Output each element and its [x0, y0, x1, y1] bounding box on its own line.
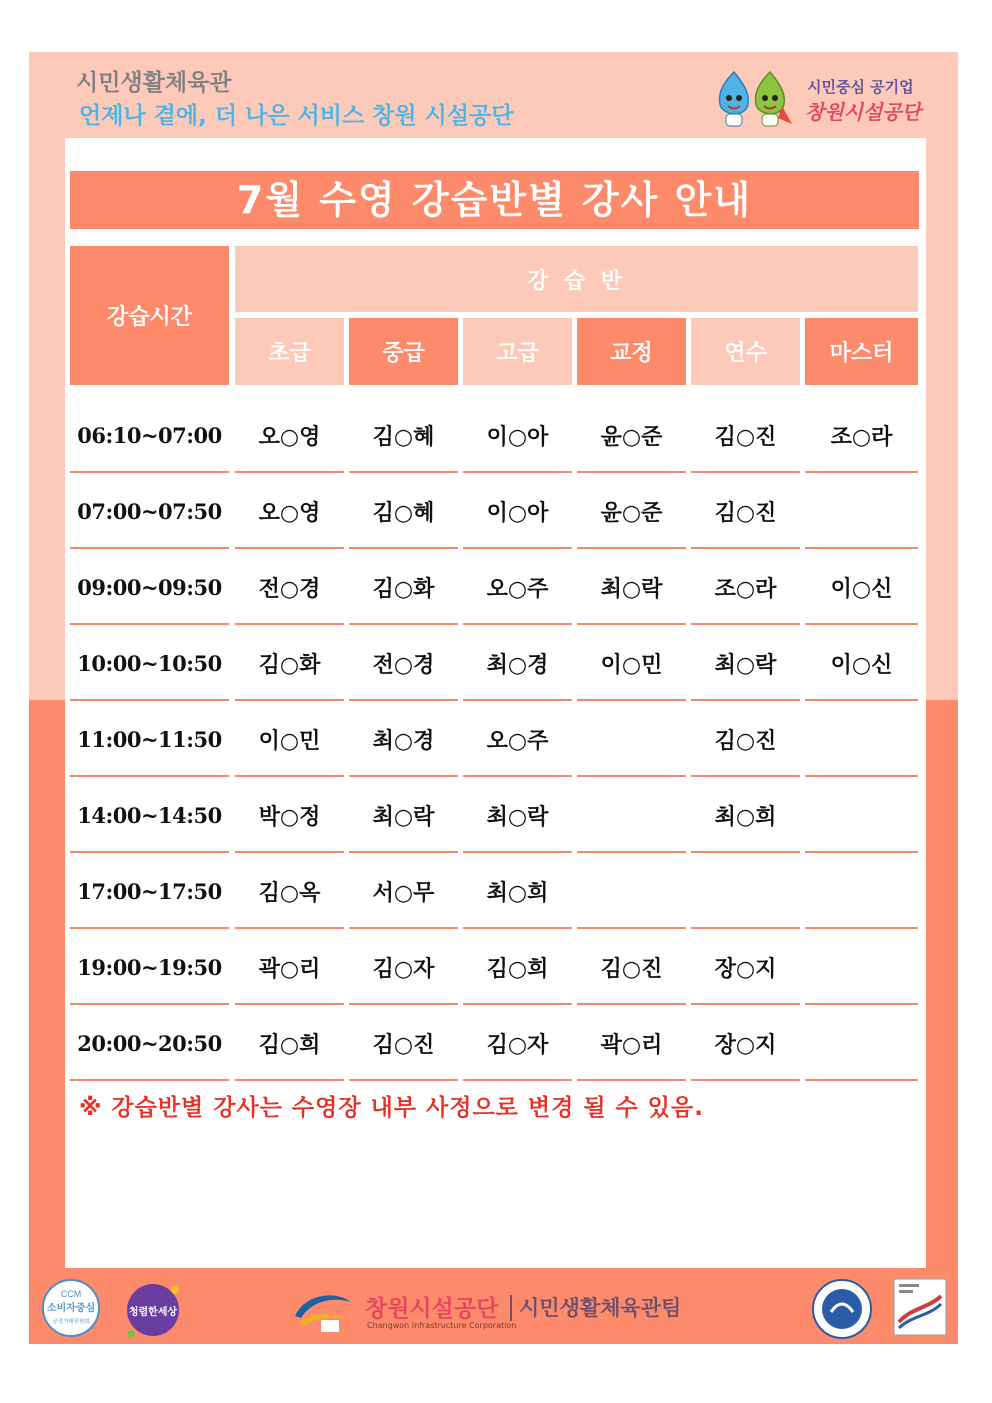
table-row	[65, 476, 914, 552]
instructor-cell: 곽○리	[235, 932, 344, 1005]
instructor-cell: 최○희	[463, 856, 572, 929]
class-header: 강 습 반	[235, 246, 918, 312]
footer-divider	[510, 1295, 512, 1321]
instructor-cell: 최○희	[691, 780, 800, 853]
instructor-cell: 윤○준	[577, 476, 686, 549]
instructor-cell: 김○진	[577, 932, 686, 1005]
time-cell: 09:00~09:50	[70, 552, 229, 625]
instructor-cell: 김○화	[349, 552, 458, 625]
table-row	[65, 1008, 914, 1084]
page-title: 7월 수영 강습반별 강사 안내	[70, 171, 919, 229]
instructor-cell: 전○경	[349, 628, 458, 701]
column-header: 마스터	[805, 318, 918, 385]
instructor-cell: 김○화	[235, 628, 344, 701]
instructor-cell: 김○옥	[235, 856, 344, 929]
instructor-cell: 이○아	[463, 400, 572, 473]
time-cell: 19:00~19:50	[70, 932, 229, 1005]
svg-text:CCM: CCM	[60, 1289, 82, 1299]
instructor-cell: 김○진	[691, 704, 800, 777]
time-cell: 11:00~11:50	[70, 704, 229, 777]
table-row	[65, 552, 914, 628]
instructor-cell	[805, 856, 918, 929]
certification-mark-icon	[893, 1278, 947, 1336]
content-panel	[65, 138, 926, 1268]
instructor-cell: 박○정	[235, 780, 344, 853]
table-row	[65, 780, 914, 856]
instructor-cell	[577, 704, 686, 777]
instructor-cell: 장○지	[691, 932, 800, 1005]
instructor-cell: 이○민	[235, 704, 344, 777]
column-header: 고급	[463, 318, 572, 385]
instructor-cell: 곽○리	[577, 1008, 686, 1081]
instructor-cell: 최○락	[577, 552, 686, 625]
time-cell: 06:10~07:00	[70, 400, 229, 473]
table-row	[65, 704, 914, 780]
corporation-emblem-icon	[291, 1286, 355, 1334]
table-row	[65, 932, 914, 1008]
instructor-cell	[805, 704, 918, 777]
time-cell: 10:00~10:50	[70, 628, 229, 701]
svg-text:소비자중심: 소비자중심	[46, 1303, 96, 1314]
clean-world-logo-icon	[123, 1280, 183, 1340]
column-header: 초급	[235, 318, 344, 385]
instructor-cell: 김○희	[235, 1008, 344, 1081]
table-row	[65, 856, 914, 932]
instructor-cell: 오○주	[463, 552, 572, 625]
instructor-cell: 장○지	[691, 1008, 800, 1081]
column-header: 중급	[349, 318, 458, 385]
instructor-cell	[805, 932, 918, 1005]
instructor-cell: 전○경	[235, 552, 344, 625]
instructor-cell: 김○자	[463, 1008, 572, 1081]
mascot-icon	[712, 66, 796, 132]
instructor-cell: 조○라	[691, 552, 800, 625]
instructor-cell	[805, 476, 918, 549]
notice-text: ※ 강습반별 강사는 수영장 내부 사정으로 변경 될 수 있음.	[79, 1095, 704, 1121]
poster	[29, 52, 958, 1344]
instructor-cell: 오○주	[463, 704, 572, 777]
footer-team-name: 시민생활체육관팀	[519, 1296, 682, 1320]
svg-text:공정거래위원회: 공정거래위원회	[52, 1319, 90, 1325]
instructor-cell: 김○혜	[349, 476, 458, 549]
instructor-cell: 김○진	[691, 476, 800, 549]
instructor-cell: 윤○준	[577, 400, 686, 473]
time-cell: 20:00~20:50	[70, 1008, 229, 1081]
instructor-cell	[691, 856, 800, 929]
instructor-cell: 서○무	[349, 856, 458, 929]
instructor-cell: 이○신	[805, 552, 918, 625]
instructor-cell: 오○영	[235, 476, 344, 549]
instructor-cell	[805, 1008, 918, 1081]
table-row	[65, 628, 914, 704]
instructor-cell: 김○희	[463, 932, 572, 1005]
instructor-cell: 최○락	[463, 780, 572, 853]
instructor-cell	[577, 780, 686, 853]
instructor-cell: 최○경	[463, 628, 572, 701]
time-cell: 07:00~07:50	[70, 476, 229, 549]
instructor-cell: 김○진	[349, 1008, 458, 1081]
slogan: 언제나 곁에, 더 나은 서비스 창원 시설공단	[79, 103, 514, 129]
instructor-cell: 이○신	[805, 628, 918, 701]
column-header: 연수	[691, 318, 800, 385]
instructor-cell: 김○자	[349, 932, 458, 1005]
instructor-cell: 최○경	[349, 704, 458, 777]
time-header: 강습시간	[70, 246, 229, 385]
footer-corp-name: 창원시설공단	[365, 1296, 499, 1322]
footer-corp-english: Changwon Infrastructure Corporation	[367, 1321, 517, 1330]
footer	[29, 1272, 958, 1344]
instructor-cell: 김○진	[691, 400, 800, 473]
time-cell: 14:00~14:50	[70, 780, 229, 853]
ccm-logo-icon	[41, 1278, 101, 1338]
corp-slogan: 시민중심 공기업	[807, 78, 914, 96]
instructor-cell: 이○아	[463, 476, 572, 549]
instructor-cell: 오○영	[235, 400, 344, 473]
instructor-cell	[805, 780, 918, 853]
table-row	[65, 400, 914, 476]
human-rights-seal-icon	[811, 1278, 873, 1340]
column-header: 교정	[577, 318, 686, 385]
facility-name: 시민생활체육관	[76, 70, 232, 96]
instructor-cell: 최○락	[349, 780, 458, 853]
time-cell: 17:00~17:50	[70, 856, 229, 929]
instructor-cell: 이○민	[577, 628, 686, 701]
instructor-cell: 김○혜	[349, 400, 458, 473]
instructor-cell: 조○라	[805, 400, 918, 473]
instructor-cell	[577, 856, 686, 929]
svg-text:청렴한세상: 청렴한세상	[128, 1307, 178, 1318]
corp-logo-text: 창원시설공단	[805, 100, 921, 124]
instructor-cell: 최○락	[691, 628, 800, 701]
